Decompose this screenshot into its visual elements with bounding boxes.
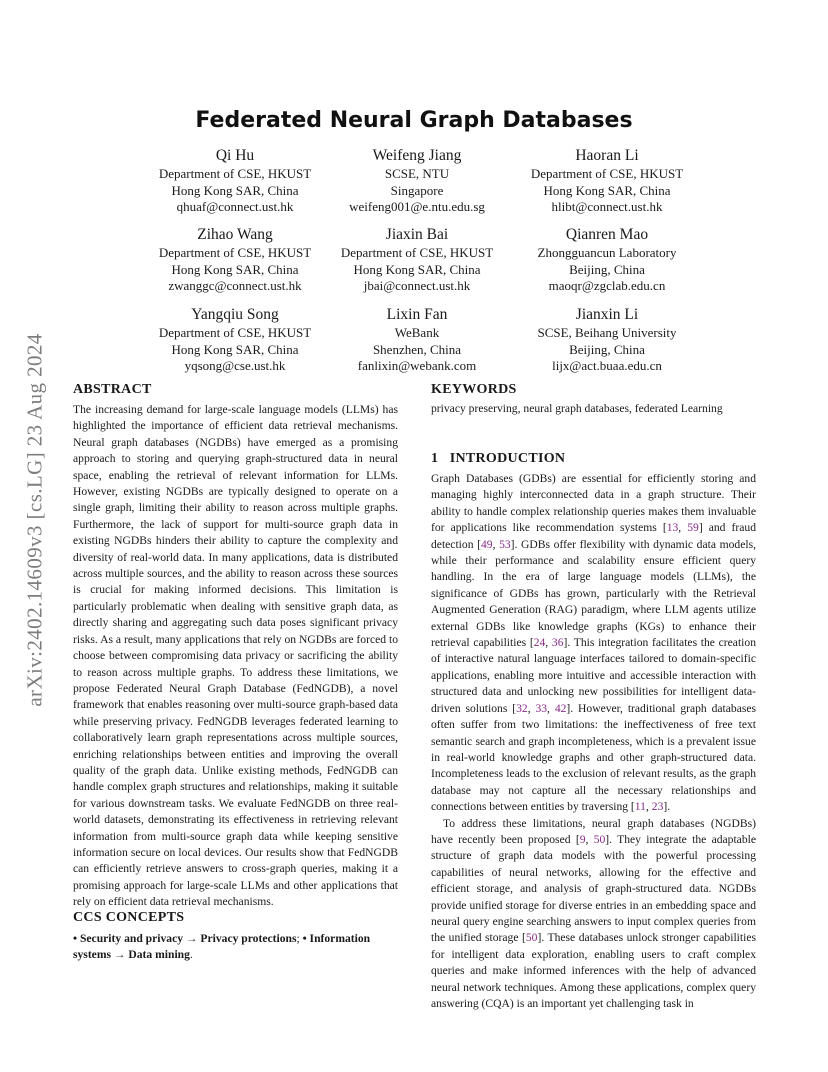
intro-text-segment: ]. They integrate the adaptable structure of graph data models with the powerful processing capabilities of neural networks, allowing for the effective and efficient storage, and analysis of graph-structured data. NGDBs provide unified storage for diverse entries in an embedding space and neural query engine searching answers to input complex queries from the unified storage [ — [431, 832, 756, 945]
author-name: Haoran Li — [575, 147, 639, 164]
author-location: Beijing, China — [569, 261, 645, 277]
intro-text-segment: To address these limitations, neural graph databases (NGDBs) have recently been proposed [ — [431, 816, 756, 846]
author-card — [492, 146, 722, 216]
author-location: Singapore — [390, 182, 444, 198]
author-location: Beijing, China — [569, 341, 645, 357]
author-affiliation: SCSE, Beihang University — [537, 325, 677, 340]
intro-text-segment: , — [492, 537, 500, 551]
author-affiliation: Department of CSE, HKUST — [158, 245, 312, 260]
ccs-item-1a: • Security and privacy — [73, 932, 184, 945]
keywords-heading: KEYWORDS — [431, 382, 517, 397]
author-email[interactable]: hlibt@connect.ust.hk — [551, 199, 663, 215]
author-email[interactable]: weifeng001@e.ntu.edu.sg — [349, 199, 485, 215]
citation-link[interactable]: 50 — [525, 931, 538, 945]
citation-link[interactable]: 49 — [480, 537, 493, 551]
citation-link[interactable]: 13 — [666, 521, 679, 535]
author-email[interactable]: yqsong@cse.ust.hk — [184, 358, 286, 374]
citation-link[interactable]: 53 — [499, 537, 511, 551]
author-location: Shenzhen, China — [372, 341, 462, 357]
ccs-concepts: • Security and privacy → Privacy protections; • Information systems → Data mining. — [73, 932, 371, 962]
author-location: Hong Kong SAR, China — [171, 261, 299, 277]
ccs-item-2b: Data mining — [128, 948, 190, 962]
author-email[interactable]: maoqr@zgclab.edu.cn — [548, 278, 666, 294]
author-location: Hong Kong SAR, China — [543, 182, 671, 198]
citation-link[interactable]: 59 — [687, 521, 699, 535]
intro-text-segment: , — [545, 636, 552, 650]
intro-text — [431, 471, 756, 1012]
arxiv-identifier: arXiv:2402.14609v3 [cs.LG] 23 Aug 2024 — [22, 333, 47, 707]
author-location: Hong Kong SAR, China — [171, 341, 299, 357]
intro-text-segment: ]. These databases unlock stronger capabilities for intelligent data exploration, enabling users to craft complex queries and make informed inferences with the help of advanced neural network techniques. Among these applications, complex query answering (CQA) is an important yet challenging task in — [431, 931, 756, 1010]
citation-link[interactable]: 42 — [554, 701, 567, 715]
author-name: Weifeng Jiang — [372, 147, 462, 164]
intro-text-segment: , — [678, 521, 688, 535]
author-card — [492, 225, 722, 295]
author-affiliation: WeBank — [394, 325, 440, 340]
intro-text-segment: , — [547, 701, 555, 715]
intro-text-segment: ]. This integration facilitates the creation of interactive natural language interfaces tailored to domain-specific applications, enabling more intuitive and accessible interaction with structured data and unlocking new possibilities for intelligent data-driven solutions [ — [431, 636, 756, 715]
author-name: Zihao Wang — [197, 226, 273, 243]
intro-text-segment: Graph Databases (GDBs) are essential for efficiently storing and managing highly interconnected data in a graph structure. Their ability to handle complex relationship queries makes them invaluable for applications like recommendation systems [ — [431, 472, 756, 535]
author-name: Jiaxin Bai — [385, 226, 449, 243]
author-affiliation: SCSE, NTU — [384, 166, 450, 181]
author-name: Qianren Mao — [565, 226, 649, 243]
author-name: Qi Hu — [215, 147, 255, 164]
abstract-heading: ABSTRACT — [73, 382, 152, 397]
author-affiliation: Department of CSE, HKUST — [158, 166, 312, 181]
citation-link[interactable]: 36 — [551, 636, 564, 650]
keywords-text: privacy preserving, neural graph databases, federated Learning — [431, 402, 723, 415]
author-email[interactable]: fanlixin@webank.com — [357, 358, 477, 374]
citation-link[interactable]: 9 — [579, 832, 586, 846]
intro-text-segment: , — [527, 701, 536, 715]
author-email[interactable]: lijx@act.buaa.edu.cn — [552, 358, 662, 374]
paper-title: Federated Neural Graph Databases — [195, 108, 633, 133]
author-email[interactable]: jbai@connect.ust.hk — [363, 278, 471, 294]
ccs-item-1b: Privacy protections — [200, 932, 297, 945]
citation-link[interactable]: 50 — [593, 832, 606, 846]
citation-link[interactable]: 33 — [535, 701, 548, 715]
intro-text-segment: ] and fraud detection [ — [431, 521, 756, 551]
intro-text-segment: ]. GDBs offer flexibility with dynamic data models, while their performance and scalability ensure efficient query handling. In the era of large language models (LLMs), the significance of GDBs has grown, particularly with the Retrieval Augmented Generation (RAG) paradigm, where LLM agents utilize external GDBs like knowledge graphs (KGs) to enhance their retrieval capabilities [ — [431, 537, 756, 650]
intro-paragraph-2 — [431, 816, 756, 1013]
intro-text-segment: , — [585, 832, 594, 846]
author-affiliation: Zhongguancun Laboratory — [537, 245, 677, 260]
author-affiliation: Department of CSE, HKUST — [530, 166, 684, 181]
author-email[interactable]: zwanggc@connect.ust.hk — [168, 278, 302, 294]
author-name: Lixin Fan — [386, 306, 448, 323]
intro-text-segment: ]. However, traditional graph databases often suffer from two limitations: the ineffectiveness of free text semantic search and graph incompleteness, which is a prevalent issue in real-world knowledge graphs and other graph-structured data. Incompleteness leads to the exclusion of relevant results, as the graph database may not capture all the necessary relationships and connections between entities by traversing [ — [431, 701, 757, 814]
author-name: Jianxin Li — [575, 306, 639, 323]
citation-link[interactable]: 24 — [533, 636, 546, 650]
intro-text-segment: ]. — [663, 800, 671, 814]
author-location: Hong Kong SAR, China — [353, 261, 481, 277]
citation-link[interactable]: 32 — [516, 701, 528, 715]
citation-link[interactable]: 11 — [634, 800, 646, 814]
abstract-text: The increasing demand for large-scale language models (LLMs) has highlighted the importance of efficient data retrieval mechanisms. Neural graph databases (NGDBs) have emerged as a promising approach to storing and querying graph-structured data in neural space, enabling the retrieval of relevant information for LLMs. However, existing NGDBs are typically designed to operate on a single graph, limiting their ability to reason across multiple graphs. Furthermore, the lack of support for multi-source graph data in existing NGDBs hinders their ability to capture the complexity and diversity of real-world data. In many applications, data is distributed across multiple sources, and the ability to reason across these sources is crucial for making informed decisions. This limitation is particularly problematic when dealing with sensitive graph data, as directly sharing and aggregating such data poses significant privacy risks. As a result, many applications that rely on NGDBs are forced to choose between compromising data privacy or sacrificing the ability to reason across multiple graphs. To address these limitations, we propose Federated Neural Graph Database (FedNGDB), a novel framework that enables reasoning over multi-source graph-based data while preserving privacy. FedNGDB leverages federated learning to collaboratively learn graph representations across multiple sources, enriching relationships between entities and improving the overall quality of the graph data. Unlike existing methods, FedNGDB can handle complex graph structures and relationships, making it suitable for various downstream tasks. We evaluate FedNGDB on three real-world datasets, demonstrating its effectiveness in retrieving relevant information from multi-source graph data while keeping sensitive information secure on local devices. Our results show that FedNGDB can efficiently retrieve answers to cross-graph queries, making it a promising approach for large-scale LLMs and other applications that rely on efficient data retrieval mechanisms. — [73, 403, 398, 909]
citation-link[interactable]: 23 — [651, 800, 664, 814]
author-card — [492, 305, 722, 375]
intro-text-segment: , — [645, 800, 652, 814]
author-location: Hong Kong SAR, China — [171, 182, 299, 198]
intro-paragraph-1 — [431, 471, 756, 816]
author-affiliation: Department of CSE, HKUST — [158, 325, 312, 340]
intro-heading: 1 INTRODUCTION — [431, 451, 566, 466]
ccs-heading: CCS CONCEPTS — [73, 910, 185, 925]
author-name: Yangqiu Song — [191, 306, 279, 323]
ccs-item-2a: • Information systems — [73, 932, 371, 962]
author-email[interactable]: qhuaf@connect.ust.hk — [176, 199, 294, 215]
author-affiliation: Department of CSE, HKUST — [340, 245, 494, 260]
